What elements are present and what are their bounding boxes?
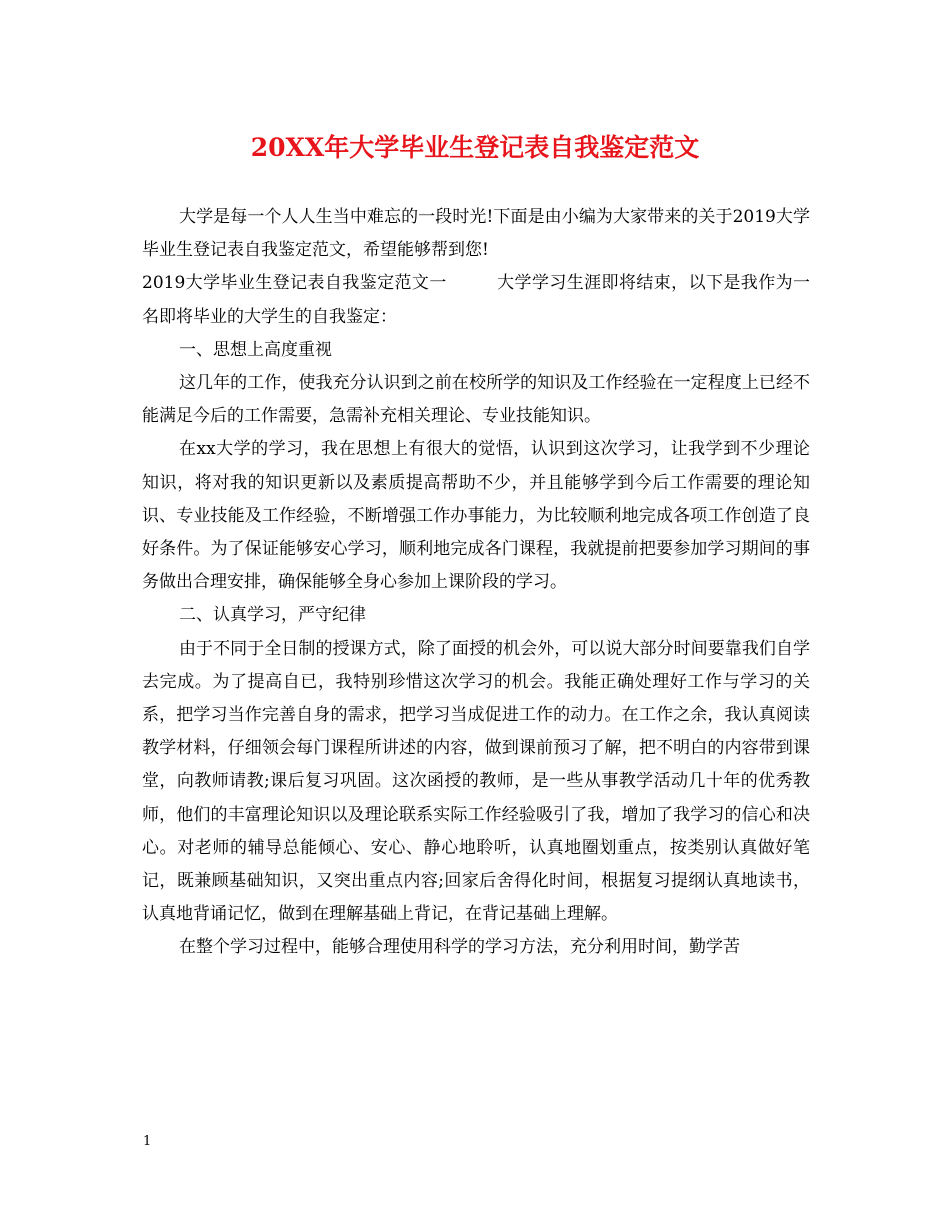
sample-title-label: 2019大学毕业生登记表自我鉴定范文一 bbox=[142, 273, 447, 294]
document-body bbox=[142, 201, 810, 965]
sample-title-paragraph bbox=[142, 267, 810, 333]
body-paragraph-1: 这几年的工作，使我充分认识到之前在校所学的知识及工作经验在一定程度上已经不能满足今后的工作需要，急需补充相关理论、专业技能知识。 bbox=[142, 373, 810, 427]
body-paragraph-4: 在整个学习过程中，能够合理使用科学的学习方法，充分利用时间，勤学苦 bbox=[179, 937, 740, 958]
page-number: 1 bbox=[143, 1134, 152, 1149]
document-title: 20XX年大学毕业生登记表自我鉴定范文 bbox=[250, 133, 700, 162]
section-heading-2: 二、认真学习，严守纪律 bbox=[179, 605, 366, 626]
intro-paragraph: 大学是每一个人人生当中难忘的一段时光!下面是由小编为大家带来的关于2019大学毕业生登记表自我鉴定范文，希望能够帮到您! bbox=[142, 207, 810, 261]
section-heading-1: 一、思想上高度重视 bbox=[179, 339, 332, 360]
sample-title-text: 大学学习生涯即将结束，以下是我作为一名即将毕业的大学生的自我鉴定： bbox=[142, 273, 811, 327]
body-paragraph-2: 在xx大学的学习，我在思想上有很大的觉悟，认识到这次学习，让我学到不少理论知识，将对我的知识更新以及素质提高帮助不少，并且能够学到今后工作需要的理论知识、专业技能及工作经验，不断增强工作办事能力，为比较顺利地完成各项工作创造了良好条件。为了保证能够安心学习，顺利地完成各门课程，我就提前把要参加学习期间的事务做出合理安排，确保能够全身心参加上课阶段的学习。 bbox=[142, 439, 810, 593]
body-paragraph-3: 由于不同于全日制的授课方式，除了面授的机会外，可以说大部分时间要靠我们自学去完成。为了提高自已，我特别珍惜这次学习的机会。我能正确处理好工作与学习的关系，把学习当作完善自身的需求，把学习当成促进工作的动力。在工作之余，我认真阅读教学材料，仔细领会每门课程所讲述的内容，做到课前预习了解，把不明白的内容带到课堂，向教师请教;课后复习巩固。这次函授的教师，是一些从事教学活动几十年的优秀教师，他们的丰富理论知识以及理论联系实际工作经验吸引了我，增加了我学习的信心和决心。对老师的辅导总能倾心、安心、静心地聆听，认真地圈划重点，按类别认真做好笔记，既兼顾基础知识，又突出重点内容;回家后舍得化时间，根据复习提纲认真地读书，认真地背诵记忆，做到在理解基础上背记，在背记基础上理解。 bbox=[142, 638, 810, 925]
